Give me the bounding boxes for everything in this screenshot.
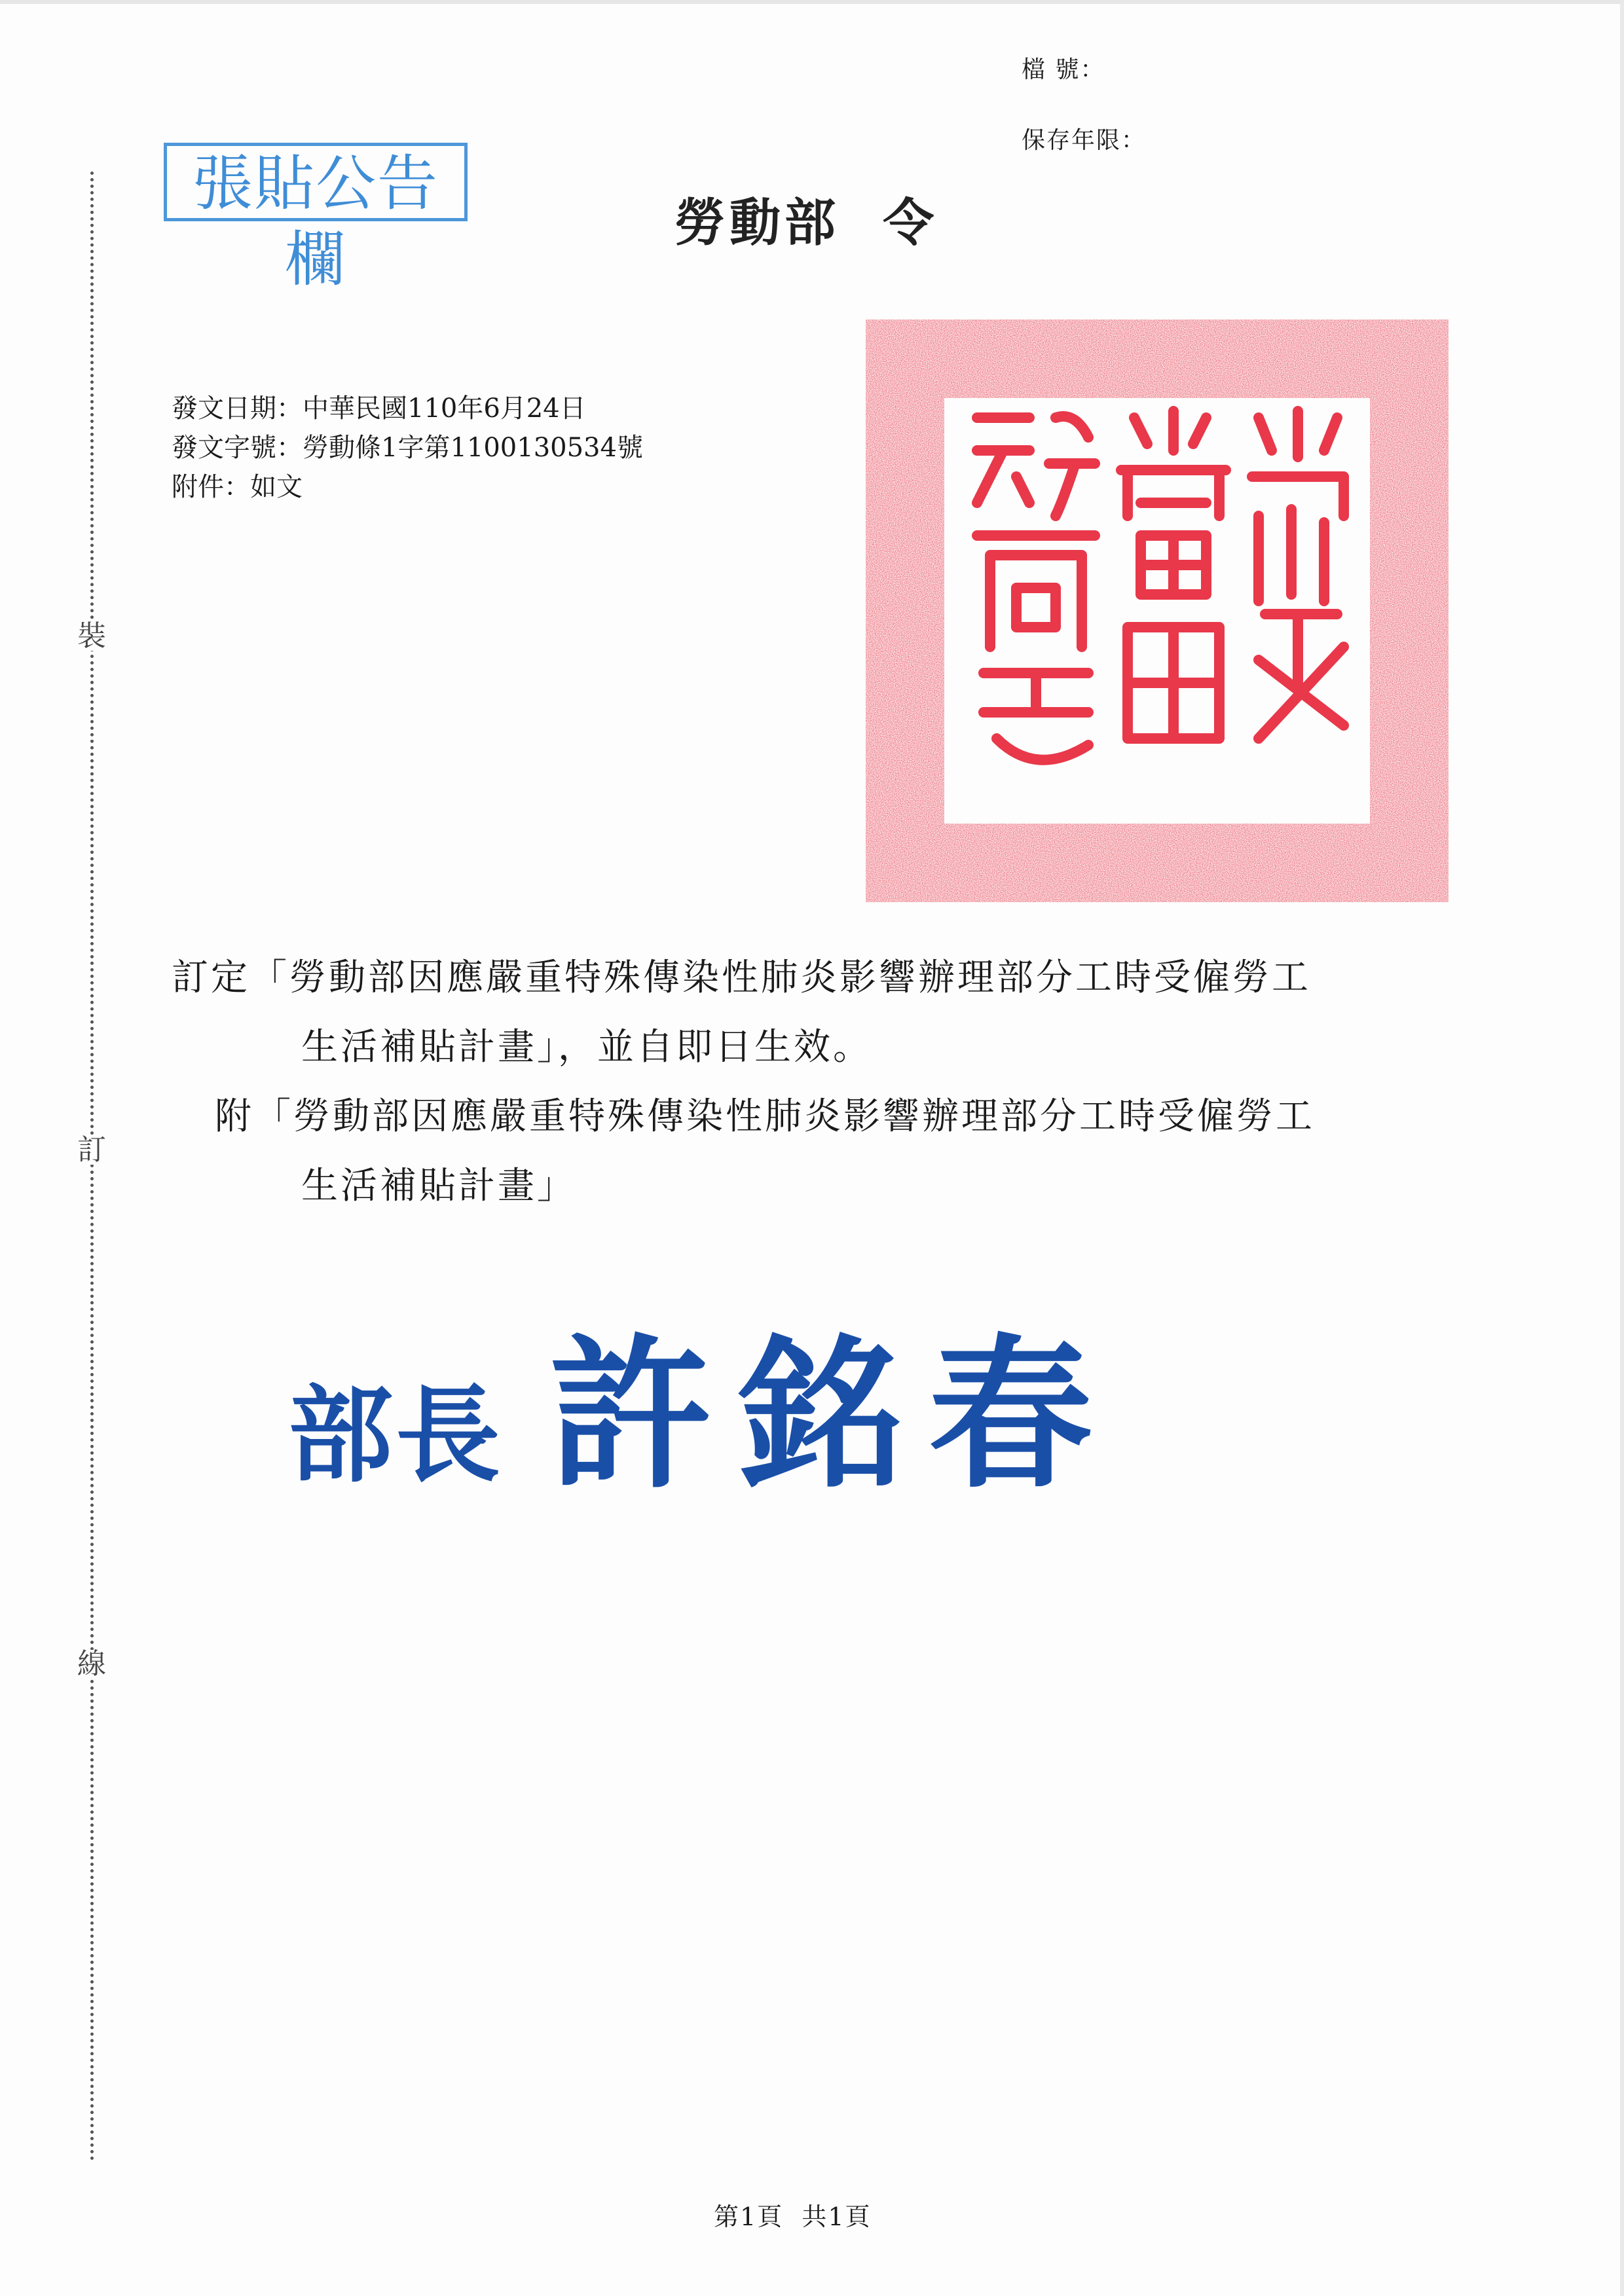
body-line-3: 附「勞動部因應嚴重特殊傳染性肺炎影響辦理部分工時受僱勞工 xyxy=(215,1095,1315,1138)
body-line-4: 生活補貼計畫」 xyxy=(301,1165,576,1207)
binding-char-zhuang: 裝 xyxy=(77,619,106,653)
signature-position: 部長 xyxy=(288,1374,504,1497)
binding-line xyxy=(90,172,94,2162)
issue-date: 發文日期：中華民國110年6月24日 xyxy=(172,393,586,424)
reference-number: 發文字號：勞動條1字第1100130534號 xyxy=(172,433,643,463)
body-line-2: 生活補貼計畫」，並自即日生效。 xyxy=(301,1026,872,1068)
body-line-1: 訂定「勞動部因應嚴重特殊傳染性肺炎影響辦理部分工時受僱勞工 xyxy=(172,957,1311,999)
binding-char-xian: 線 xyxy=(77,1647,106,1681)
page-number: 第1頁 共1頁 xyxy=(714,2202,872,2231)
file-number-label: 檔 號： xyxy=(1022,56,1105,83)
attachment: 附件：如文 xyxy=(172,472,303,502)
retention-period-label: 保存年限： xyxy=(1022,127,1147,154)
signature-name: 許銘春 xyxy=(549,1320,1119,1510)
official-seal-icon xyxy=(866,319,1449,902)
scan-edge-right xyxy=(1620,0,1624,2296)
minister-signature-stamp xyxy=(288,1283,1118,1519)
posting-board-stamp: 張貼公告欄 xyxy=(164,143,468,221)
binding-char-ding: 訂 xyxy=(77,1133,106,1167)
scan-edge-top xyxy=(0,0,1624,4)
document-title: 勞動部 令 xyxy=(674,193,938,253)
